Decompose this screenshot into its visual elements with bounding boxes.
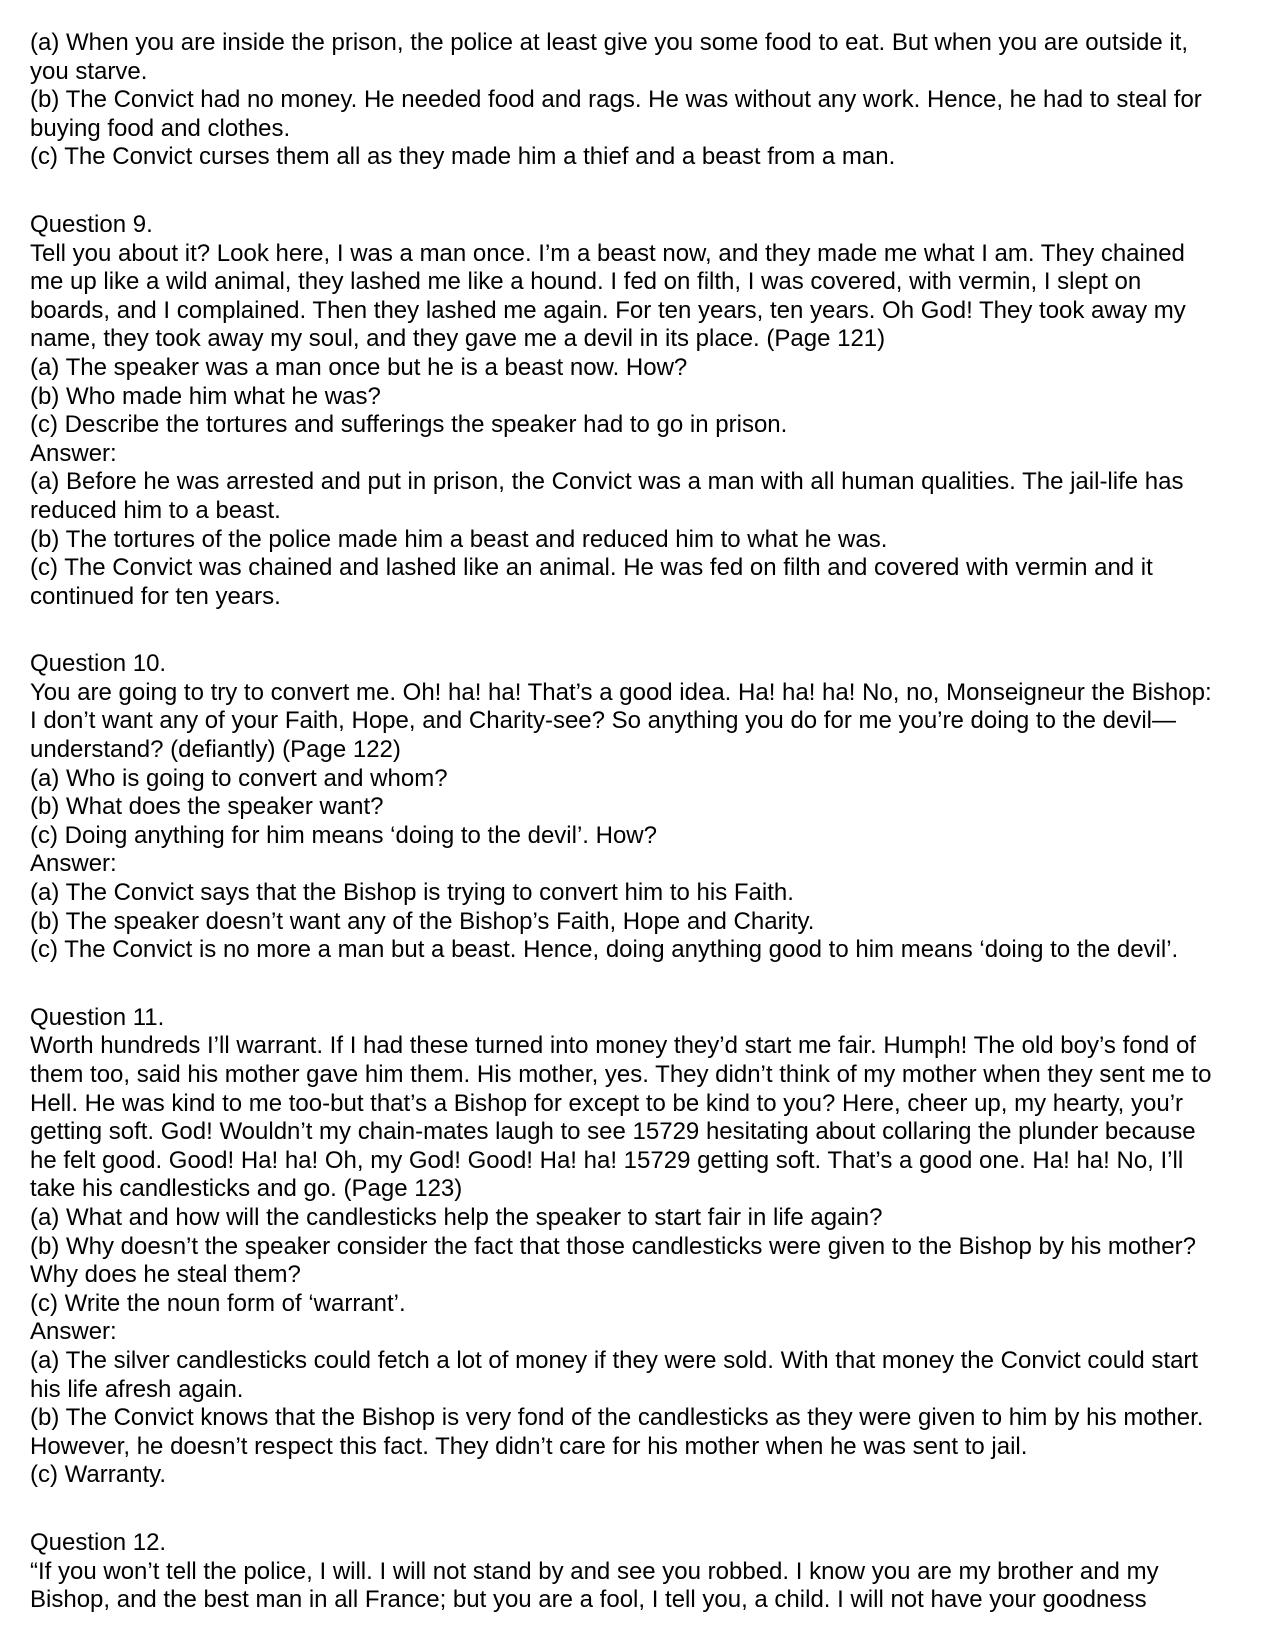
passage: [30, 1558, 1255, 1615]
question-title: Question 11.: [30, 1003, 165, 1031]
passage-line: Tell you about it? Look here, I was a man once. I’m a beast now, and they made me what I am. They chained: [30, 239, 1185, 267]
passage-line: boards, and I complained. Then they lashed me again. For ten years, ten years. Oh God! They took away my: [30, 296, 1186, 324]
question-10-section: [30, 650, 1255, 965]
answer-line: (b) The tortures of the police made him a beast and reduced him to what he was.: [30, 525, 888, 553]
sub-question: (a) Who is going to convert and whom?: [30, 764, 448, 792]
answer-label: Answer:: [30, 1318, 117, 1346]
answer-line: his life afresh again.: [30, 1375, 244, 1403]
sub-question: (b) Why doesn’t the speaker consider the fact that those candlesticks were given to the Bishop by his mother?: [30, 1232, 1196, 1260]
section-gap: [30, 1490, 1255, 1529]
sub-question: (c) Describe the tortures and sufferings the speaker had to go in prison.: [30, 411, 788, 439]
sub-question: (b) What does the speaker want?: [30, 793, 384, 821]
answer-label: Answer:: [30, 439, 117, 467]
question-title: Question 10.: [30, 650, 167, 678]
answer-line: (c) The Convict curses them all as they made him a thief and a beast from a man.: [30, 143, 896, 171]
sub-question: (a) The speaker was a man once but he is a beast now. How?: [30, 353, 688, 381]
passage-line: You are going to try to convert me. Oh! ha! ha! That’s a good idea. Ha! ha! ha! No, no, Monseigneur the Bishop:: [30, 678, 1212, 706]
section-gap: [30, 965, 1255, 1004]
answer-item: [30, 29, 1255, 86]
answer-line: buying food and clothes.: [30, 114, 291, 142]
answer-line: (a) The Convict says that the Bishop is trying to convert him to his Faith.: [30, 879, 794, 907]
passage-line: “If you won’t tell the police, I will. I will not stand by and see you robbed. I know you are my brother and my: [30, 1557, 1159, 1585]
answer-line: (c) The Convict is no more a man but a beast. Hence, doing anything good to him means ‘doing to the devil’.: [30, 936, 1179, 964]
answer-block-q8: [30, 29, 1255, 172]
answer-line: you starve.: [30, 57, 148, 85]
answer-line: However, he doesn’t respect this fact. They didn’t care for his mother when he was sent to jail.: [30, 1432, 1028, 1460]
question-9-section: [30, 211, 1255, 611]
answer-item: [30, 143, 1255, 172]
passage-line: getting soft. God! Wouldn’t my chain-mates laugh to see 15729 hesitating about collaring the plunder because: [30, 1118, 1196, 1146]
passage-line: me up like a wild animal, they lashed me like a hound. I fed on filth, I was covered, with vermin, I slept on: [30, 268, 1142, 296]
passage-line: understand? (defiantly) (Page 122): [30, 736, 401, 764]
sub-question: (b) Who made him what he was?: [30, 382, 381, 410]
answer-line: (b) The speaker doesn’t want any of the Bishop’s Faith, Hope and Charity.: [30, 907, 815, 935]
passage-line: them too, said his mother gave him them. His mother, yes. They didn’t think of my mother when they sent me to: [30, 1061, 1212, 1088]
passage-line: Worth hundreds I’ll warrant. If I had these turned into money they’d start me fair. Humph! The old boy’s fond of: [30, 1032, 1196, 1060]
answer-line: (a) Before he was arrested and put in prison, the Convict was a man with all human qualities. The jail-life has: [30, 468, 1184, 496]
answer-line: (a) The silver candlesticks could fetch a lot of money if they were sold. With that money the Convict could start: [30, 1346, 1199, 1374]
question-12-section: [30, 1529, 1255, 1615]
passage-line: Bishop, and the best man in all France; but you are a fool, I tell you, a child. I will not have your goodness: [30, 1586, 1147, 1614]
sub-question: (c) Write the noun form of ‘warrant’.: [30, 1289, 406, 1317]
answer-label: Answer:: [30, 850, 117, 878]
passage-line: he felt good. Good! Ha! ha! Oh, my God! Good! Ha! ha! 15729 getting soft. That’s a good one. Ha! ha! No, I’ll: [30, 1146, 1184, 1174]
passage-line: I don’t want any of your Faith, Hope, and Charity-see? So anything you do for me you’re doing to the devil—: [30, 707, 1176, 735]
passage: [30, 240, 1255, 354]
answer-line: (c) Warranty.: [30, 1461, 166, 1489]
document-page: [30, 29, 1255, 1615]
question-title: Question 9.: [30, 210, 153, 238]
answer-line: reduced him to a beast.: [30, 496, 281, 524]
question-11-section: [30, 1004, 1255, 1490]
sub-question: (a) What and how will the candlesticks help the speaker to start fair in life again?: [30, 1203, 883, 1231]
section-gap: [30, 172, 1255, 211]
answer-line: (a) When you are inside the prison, the police at least give you some food to eat. But when you are outside it,: [30, 29, 1188, 56]
answers: [30, 468, 1255, 611]
answer-line: (b) The Convict knows that the Bishop is very fond of the candlesticks as they were given to him by his mother.: [30, 1404, 1204, 1432]
answer-line: (c) The Convict was chained and lashed like an animal. He was fed on filth and covered with vermin and it: [30, 554, 1153, 582]
sub-question: (c) Doing anything for him means ‘doing to the devil’. How?: [30, 821, 657, 849]
sub-questions: [30, 354, 1255, 440]
passage-line: take his candlesticks and go. (Page 123): [30, 1175, 463, 1203]
question-title: Question 12.: [30, 1528, 167, 1556]
sub-questions: [30, 765, 1255, 851]
answer-line: (b) The Convict had no money. He needed food and rags. He was without any work. Hence, he had to steal for: [30, 86, 1202, 114]
passage: [30, 679, 1255, 765]
passage: [30, 1032, 1255, 1204]
passage-line: name, they took away my soul, and they gave me a devil in its place. (Page 121): [30, 325, 886, 353]
sub-question: Why does he steal them?: [30, 1261, 301, 1289]
answers: [30, 1347, 1255, 1490]
sub-questions: [30, 1204, 1255, 1318]
answer-item: [30, 86, 1255, 143]
answer-line: continued for ten years.: [30, 582, 281, 610]
passage-line: Hell. He was kind to me too-but that’s a Bishop for except to be kind to you? Here, cheer up, my hearty, you’r: [30, 1089, 1184, 1117]
section-gap: [30, 611, 1255, 650]
answers: [30, 879, 1255, 965]
